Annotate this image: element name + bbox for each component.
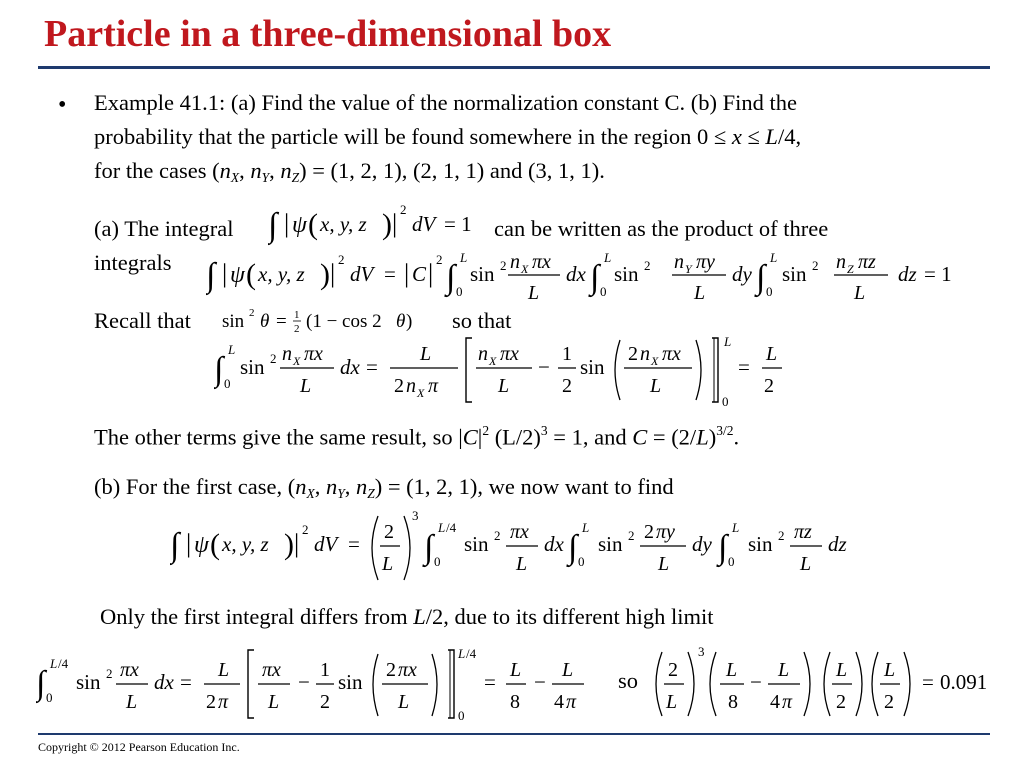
svg-text:L: L <box>694 282 706 304</box>
svg-text:X: X <box>489 354 497 368</box>
svg-text:dz: dz <box>828 532 847 556</box>
single-integral-evaluation <box>214 332 794 410</box>
svg-text:2: 2 <box>644 521 654 543</box>
svg-text:L: L <box>228 342 236 357</box>
svg-text:|: | <box>428 259 434 288</box>
svg-text:4: 4 <box>554 691 564 713</box>
svg-text:L: L <box>650 375 662 397</box>
svg-text:2: 2 <box>668 659 678 681</box>
svg-text:2: 2 <box>106 666 113 681</box>
svg-text:πy: πy <box>696 251 715 273</box>
svg-text:2: 2 <box>302 522 309 537</box>
integrals-word: integrals <box>94 250 172 275</box>
svg-text:sin: sin <box>470 262 495 286</box>
svg-text:2: 2 <box>836 691 846 713</box>
svg-text:0: 0 <box>46 690 53 705</box>
svg-text:x, y, z: x, y, z <box>222 532 269 556</box>
svg-text:1: 1 <box>294 309 300 321</box>
svg-text:∫: ∫ <box>424 529 434 566</box>
svg-text:L: L <box>562 659 574 681</box>
svg-text:n: n <box>478 343 488 365</box>
svg-text:n: n <box>406 375 416 397</box>
svg-text:=: = <box>738 355 750 379</box>
first-integral-evaluation <box>36 644 596 724</box>
svg-text:(: ( <box>210 528 220 561</box>
svg-text:L: L <box>770 250 778 265</box>
so-that-text: so that <box>452 308 512 333</box>
svg-text:X: X <box>521 262 529 276</box>
svg-text:2: 2 <box>778 528 785 543</box>
svg-text:0: 0 <box>600 284 607 299</box>
svg-text:πx: πx <box>120 659 139 681</box>
svg-text:sin: sin <box>748 532 773 556</box>
svg-text:3: 3 <box>412 508 419 523</box>
svg-text:π: π <box>566 691 577 713</box>
svg-text:2: 2 <box>394 375 404 397</box>
svg-text:L: L <box>582 520 590 535</box>
svg-text:sin: sin <box>76 670 101 694</box>
svg-text:L: L <box>516 553 528 575</box>
svg-text:L: L <box>528 282 540 304</box>
svg-text:L: L <box>382 553 394 575</box>
svg-text:∫: ∫ <box>756 259 766 296</box>
svg-text:dV: dV <box>412 212 436 236</box>
svg-text:sin: sin <box>464 532 489 556</box>
svg-text:|: | <box>392 209 398 238</box>
part-b-probability-integral <box>170 506 870 586</box>
svg-text:|: | <box>222 259 228 288</box>
svg-text:L: L <box>268 691 280 713</box>
bullet-marker: • <box>58 92 67 118</box>
svg-text:πz: πz <box>794 521 812 543</box>
svg-text:=: = <box>922 670 934 694</box>
svg-text:πy: πy <box>656 521 675 543</box>
svg-text:0: 0 <box>578 554 585 569</box>
svg-text:|: | <box>186 529 192 558</box>
svg-text:sin: sin <box>240 355 265 379</box>
copyright-text: Copyright © 2012 Pearson Education Inc. <box>38 740 240 754</box>
svg-text:L: L <box>658 553 670 575</box>
normalization-integral <box>268 200 488 246</box>
svg-text:x, y, z: x, y, z <box>258 262 305 286</box>
svg-text:2: 2 <box>500 258 507 273</box>
part-a-intro-tail: can be written as the product of three <box>494 216 829 241</box>
svg-text:L: L <box>126 691 138 713</box>
svg-text:∫: ∫ <box>268 207 278 244</box>
svg-text:dV: dV <box>350 262 374 286</box>
svg-text:L: L <box>766 343 778 365</box>
title-divider <box>38 66 990 69</box>
svg-text:L: L <box>836 659 848 681</box>
part-a-intro: (a) The integral <box>94 216 234 241</box>
svg-text:ψ: ψ <box>292 212 307 238</box>
svg-text:=: = <box>366 355 378 379</box>
svg-text:πx: πx <box>262 659 281 681</box>
svg-text:π: π <box>428 375 439 397</box>
part-b-intro: (b) For the first case, ($n_X$, $n_Y$, $n_Z) = (1$, 2, 1), we now want to find <box>94 474 674 502</box>
svg-text:dx: dx <box>566 262 586 286</box>
svg-text:0: 0 <box>434 554 441 569</box>
svg-text:2: 2 <box>628 343 638 365</box>
svg-text:∫: ∫ <box>206 257 216 294</box>
probability-answer: 0.091 <box>940 670 988 694</box>
svg-text:π: π <box>218 691 229 713</box>
svg-text:C: C <box>412 262 427 286</box>
svg-text:−: − <box>298 670 310 694</box>
svg-text:n: n <box>282 343 292 365</box>
svg-text:L: L <box>666 691 678 713</box>
svg-text:θ: θ <box>396 311 406 332</box>
svg-text:−: − <box>534 670 546 694</box>
svg-text:sin: sin <box>598 532 623 556</box>
part-b-note: Only the first integral differs from L/2, due to its different high limit <box>100 604 714 629</box>
svg-text:n: n <box>836 251 846 273</box>
svg-text:0: 0 <box>224 376 231 391</box>
svg-text:πz: πz <box>858 251 876 273</box>
svg-text:/4: /4 <box>466 646 477 661</box>
svg-text:2: 2 <box>270 351 277 366</box>
svg-text:0: 0 <box>456 284 463 299</box>
svg-text:8: 8 <box>728 691 738 713</box>
svg-text:X: X <box>417 386 425 400</box>
svg-text:L: L <box>854 282 866 304</box>
svg-text:L: L <box>300 375 312 397</box>
svg-text:Z: Z <box>847 262 854 276</box>
svg-text:πx: πx <box>510 521 529 543</box>
svg-text:(: ( <box>246 258 256 291</box>
svg-text:n: n <box>674 251 684 273</box>
svg-text:(1 − cos 2: (1 − cos 2 <box>306 311 382 332</box>
so-text: so <box>618 668 639 693</box>
svg-text:2: 2 <box>494 528 501 543</box>
svg-text:∫: ∫ <box>568 529 578 566</box>
svg-text:−: − <box>750 670 762 694</box>
svg-text:): ) <box>284 528 294 561</box>
svg-text:θ: θ <box>260 311 270 332</box>
probability-result-equation <box>650 644 1000 724</box>
svg-text:2: 2 <box>812 258 819 273</box>
svg-text:sin: sin <box>782 262 807 286</box>
svg-text:x, y, z: x, y, z <box>320 212 367 236</box>
svg-text:Y: Y <box>685 262 692 276</box>
svg-text:= 1: = 1 <box>924 262 952 286</box>
svg-text:=: = <box>180 670 192 694</box>
svg-text:2: 2 <box>562 375 572 397</box>
svg-text:πx: πx <box>398 659 417 681</box>
svg-text:ψ: ψ <box>230 262 245 288</box>
svg-text:∫: ∫ <box>590 259 600 296</box>
svg-text:dx: dx <box>340 355 360 379</box>
svg-text:|: | <box>404 259 410 288</box>
svg-text:L: L <box>438 520 446 535</box>
svg-text:2: 2 <box>320 691 330 713</box>
svg-text:dy: dy <box>692 532 712 556</box>
svg-text:3: 3 <box>698 644 705 659</box>
svg-text:∫: ∫ <box>36 665 46 702</box>
svg-text:2: 2 <box>386 659 396 681</box>
svg-text:dx: dx <box>154 670 174 694</box>
svg-text:sin: sin <box>222 311 245 332</box>
svg-text:L: L <box>884 659 896 681</box>
svg-text:L: L <box>800 553 812 575</box>
svg-text:L: L <box>778 659 790 681</box>
svg-text:L: L <box>398 691 410 713</box>
svg-text:L: L <box>726 659 738 681</box>
svg-text:4: 4 <box>770 691 780 713</box>
svg-text:πx: πx <box>500 343 519 365</box>
svg-text:π: π <box>782 691 793 713</box>
svg-text:2: 2 <box>249 307 255 319</box>
svg-text:2: 2 <box>884 691 894 713</box>
svg-text:∫: ∫ <box>718 529 728 566</box>
example-line-3: for the cases ($n_X$, $n_Y$, $n_Z) = (1$, 2, 1), (2, 1, 1) and (3, 1, 1). <box>94 158 605 186</box>
svg-text:L: L <box>604 250 612 265</box>
svg-text:=: = <box>348 532 360 556</box>
svg-text:0: 0 <box>458 708 465 723</box>
svg-text:L: L <box>732 520 740 535</box>
svg-text:2: 2 <box>206 691 216 713</box>
svg-text:∫: ∫ <box>214 351 224 388</box>
svg-text:dz: dz <box>898 262 917 286</box>
slide-title: Particle in a three-dimensional box <box>44 13 612 55</box>
svg-text:L: L <box>458 646 466 661</box>
svg-text:2: 2 <box>294 323 300 335</box>
svg-text:): ) <box>382 208 392 241</box>
svg-text:L: L <box>50 656 58 671</box>
svg-text:X: X <box>651 354 659 368</box>
product-of-integrals-equation <box>206 244 966 306</box>
svg-text:L: L <box>460 250 468 265</box>
svg-text:sin: sin <box>580 355 605 379</box>
example-line-2: probability that the particle will be found somewhere in the region 0 ≤ x ≤ L/4, <box>94 124 802 149</box>
svg-text:2: 2 <box>644 258 651 273</box>
svg-text:L: L <box>510 659 522 681</box>
svg-text:2: 2 <box>400 202 407 217</box>
svg-text:): ) <box>320 258 330 291</box>
svg-text:∫: ∫ <box>170 527 180 564</box>
svg-text:1: 1 <box>562 343 572 365</box>
svg-text:ψ: ψ <box>194 532 209 558</box>
recall-text: Recall that <box>94 308 191 333</box>
svg-text:∫: ∫ <box>446 259 456 296</box>
svg-text:πx: πx <box>532 251 551 273</box>
svg-text:πx: πx <box>662 343 681 365</box>
svg-text:|: | <box>330 259 336 288</box>
svg-text:sin: sin <box>338 670 363 694</box>
svg-text:(: ( <box>308 208 318 241</box>
svg-text:1: 1 <box>320 659 330 681</box>
svg-text:=: = <box>384 262 396 286</box>
svg-text:2: 2 <box>628 528 635 543</box>
svg-text:dV: dV <box>314 532 338 556</box>
svg-text:|: | <box>294 529 300 558</box>
svg-text:): ) <box>406 311 413 332</box>
svg-text:0: 0 <box>728 554 735 569</box>
svg-text:πx: πx <box>304 343 323 365</box>
svg-text:|: | <box>284 209 290 238</box>
svg-text:n: n <box>640 343 650 365</box>
svg-text:=: = <box>276 311 287 332</box>
footer-divider <box>38 733 990 735</box>
svg-text:=: = <box>484 670 496 694</box>
svg-text:/4: /4 <box>58 656 69 671</box>
svg-text:2: 2 <box>338 252 345 267</box>
svg-text:−: − <box>538 355 550 379</box>
svg-text:L: L <box>218 659 230 681</box>
svg-text:0: 0 <box>766 284 773 299</box>
svg-text:/4: /4 <box>446 520 457 535</box>
svg-text:2: 2 <box>436 252 443 267</box>
svg-text:8: 8 <box>510 691 520 713</box>
svg-text:sin: sin <box>614 262 639 286</box>
svg-text:X: X <box>293 354 301 368</box>
svg-text:L: L <box>420 343 432 365</box>
svg-text:L: L <box>498 375 510 397</box>
svg-text:dy: dy <box>732 262 752 286</box>
example-line-1: Example 41.1: (a) Find the value of the normalization constant C. (b) Find the <box>94 90 797 115</box>
svg-text:= 1: = 1 <box>444 212 472 236</box>
svg-text:n: n <box>510 251 520 273</box>
svg-text:dx: dx <box>544 532 564 556</box>
svg-text:L: L <box>724 334 732 349</box>
svg-text:2: 2 <box>764 375 774 397</box>
svg-text:0: 0 <box>722 394 729 409</box>
part-a-result: The other terms give the same result, so $|C|^2$ $(L/2)^3 = 1$, and $C = (2/L)^{3/2}$. <box>94 423 740 450</box>
svg-text:2: 2 <box>384 521 394 543</box>
